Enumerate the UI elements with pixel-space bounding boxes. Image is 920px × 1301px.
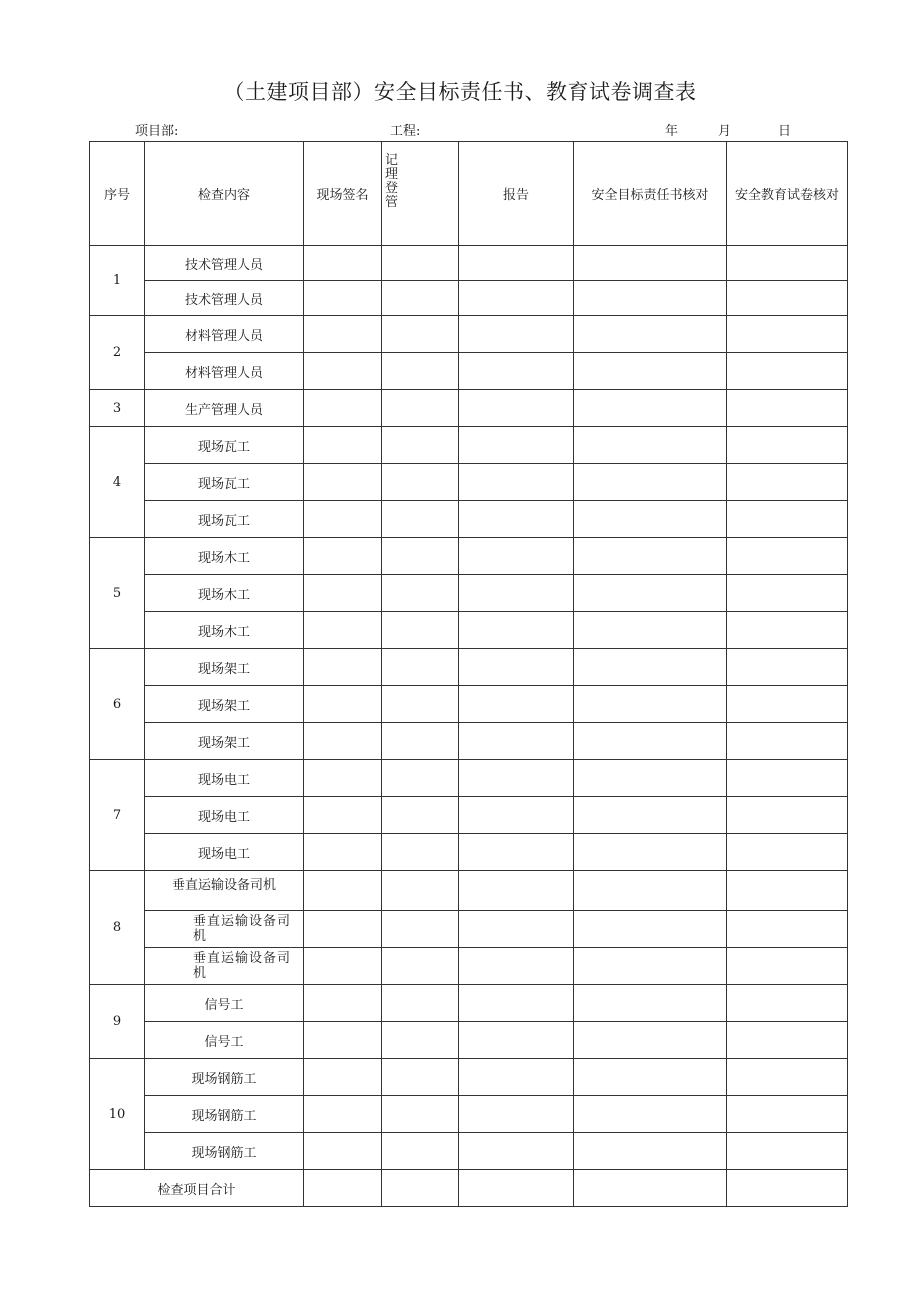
record-cell[interactable]	[382, 538, 459, 575]
edu-check-cell[interactable]	[727, 390, 848, 427]
target-check-cell[interactable]	[574, 1133, 727, 1170]
record-cell[interactable]	[382, 723, 459, 760]
record-cell[interactable]	[382, 501, 459, 538]
record-cell[interactable]	[382, 985, 459, 1022]
sign-cell[interactable]	[304, 723, 382, 760]
project-dept-label: 项目部:	[135, 124, 179, 139]
total-report-cell[interactable]	[459, 1170, 574, 1207]
edu-check-cell[interactable]	[727, 464, 848, 501]
table-row	[90, 427, 848, 464]
edu-check-cell[interactable]	[727, 985, 848, 1022]
content-cell: 信号工	[145, 1022, 304, 1059]
sign-cell[interactable]	[304, 353, 382, 390]
table-row	[90, 985, 848, 1022]
sign-cell[interactable]	[304, 1096, 382, 1133]
edu-check-cell[interactable]	[727, 427, 848, 464]
seq-cell: 10	[90, 1059, 145, 1170]
target-check-cell[interactable]	[574, 464, 727, 501]
record-cell[interactable]	[382, 760, 459, 797]
table-row	[90, 797, 848, 834]
header-record: 记理登管	[385, 153, 399, 210]
target-check-cell[interactable]	[574, 1059, 727, 1096]
day-label: 日	[778, 124, 792, 139]
header-seq: 序号	[90, 142, 145, 246]
target-check-cell[interactable]	[574, 1022, 727, 1059]
edu-check-cell[interactable]	[727, 649, 848, 686]
report-cell[interactable]	[459, 649, 574, 686]
edu-check-cell[interactable]	[727, 948, 848, 985]
sign-cell[interactable]	[304, 575, 382, 612]
total-label: 检查项目合计	[90, 1170, 304, 1207]
total-target-cell[interactable]	[574, 1170, 727, 1207]
target-check-cell[interactable]	[574, 911, 727, 948]
record-cell[interactable]	[382, 612, 459, 649]
target-check-cell[interactable]	[574, 501, 727, 538]
sign-cell[interactable]	[304, 797, 382, 834]
content-cell: 现场架工	[145, 649, 304, 686]
table-row	[90, 723, 848, 760]
record-cell[interactable]	[382, 797, 459, 834]
report-cell[interactable]	[459, 760, 574, 797]
record-cell[interactable]	[382, 575, 459, 612]
engineering-label: 工程:	[390, 124, 421, 139]
report-cell[interactable]	[459, 834, 574, 871]
edu-check-cell[interactable]	[727, 797, 848, 834]
record-cell[interactable]	[382, 649, 459, 686]
seq-cell: 1	[90, 246, 145, 316]
report-cell[interactable]	[459, 871, 574, 911]
report-cell[interactable]	[459, 501, 574, 538]
sign-cell[interactable]	[304, 871, 382, 911]
sign-cell[interactable]	[304, 427, 382, 464]
table-row	[90, 246, 848, 281]
content-cell: 垂直运输设备司机	[145, 948, 304, 985]
sign-cell[interactable]	[304, 464, 382, 501]
report-cell[interactable]	[459, 353, 574, 390]
report-cell[interactable]	[459, 686, 574, 723]
content-cell: 现场电工	[145, 797, 304, 834]
page-title: （土建项目部）安全目标责任书、教育试卷调查表	[223, 80, 697, 104]
record-cell[interactable]	[382, 281, 459, 316]
content-cell: 现场木工	[145, 538, 304, 575]
edu-check-cell[interactable]	[727, 1022, 848, 1059]
content-cell: 材料管理人员	[145, 353, 304, 390]
content-cell: 现场电工	[145, 760, 304, 797]
content-cell: 现场钢筋工	[145, 1096, 304, 1133]
record-cell[interactable]	[382, 427, 459, 464]
seq-cell: 6	[90, 649, 145, 760]
report-cell[interactable]	[459, 948, 574, 985]
edu-check-cell[interactable]	[727, 686, 848, 723]
edu-check-cell[interactable]	[727, 612, 848, 649]
table-row	[90, 948, 848, 985]
report-cell[interactable]	[459, 575, 574, 612]
record-cell[interactable]	[382, 1022, 459, 1059]
content-cell: 现场瓦工	[145, 501, 304, 538]
content-cell: 技术管理人员	[145, 246, 304, 281]
table-row	[90, 464, 848, 501]
report-cell[interactable]	[459, 612, 574, 649]
report-cell[interactable]	[459, 538, 574, 575]
content-cell: 现场瓦工	[145, 427, 304, 464]
sign-cell[interactable]	[304, 686, 382, 723]
edu-check-cell[interactable]	[727, 1133, 848, 1170]
content-cell: 垂直运输设备司机	[145, 911, 304, 948]
content-cell: 现场木工	[145, 575, 304, 612]
content-cell: 现场钢筋工	[145, 1133, 304, 1170]
content-cell: 现场瓦工	[145, 464, 304, 501]
target-check-cell[interactable]	[574, 797, 727, 834]
sign-cell[interactable]	[304, 501, 382, 538]
content-cell: 现场木工	[145, 612, 304, 649]
table-row	[90, 501, 848, 538]
edu-check-cell[interactable]	[727, 723, 848, 760]
table-row	[90, 316, 848, 353]
report-cell[interactable]	[459, 1096, 574, 1133]
report-cell[interactable]	[459, 246, 574, 281]
content-cell: 现场架工	[145, 686, 304, 723]
report-cell[interactable]	[459, 464, 574, 501]
target-check-cell[interactable]	[574, 871, 727, 911]
record-cell[interactable]	[382, 1059, 459, 1096]
record-cell[interactable]	[382, 911, 459, 948]
edu-check-cell[interactable]	[727, 1096, 848, 1133]
target-check-cell[interactable]	[574, 246, 727, 281]
target-check-cell[interactable]	[574, 390, 727, 427]
table-row	[90, 353, 848, 390]
record-cell[interactable]	[382, 464, 459, 501]
table-row	[90, 834, 848, 871]
header-edu-check: 安全教育试卷核对	[727, 142, 848, 246]
target-check-cell[interactable]	[574, 427, 727, 464]
sign-cell[interactable]	[304, 649, 382, 686]
content-cell: 现场架工	[145, 723, 304, 760]
table-row	[90, 575, 848, 612]
content-cell: 现场电工	[145, 834, 304, 871]
month-label: 月	[718, 124, 732, 139]
header-row	[90, 142, 848, 246]
edu-check-cell[interactable]	[727, 538, 848, 575]
target-check-cell[interactable]	[574, 575, 727, 612]
seq-cell: 9	[90, 985, 145, 1059]
report-cell[interactable]	[459, 911, 574, 948]
table-row	[90, 538, 848, 575]
table-row	[90, 760, 848, 797]
header-sign: 现场签名	[304, 142, 382, 246]
sign-cell[interactable]	[304, 1133, 382, 1170]
edu-check-cell[interactable]	[727, 911, 848, 948]
target-check-cell[interactable]	[574, 834, 727, 871]
record-cell[interactable]	[382, 948, 459, 985]
record-cell[interactable]	[382, 390, 459, 427]
target-check-cell[interactable]	[574, 985, 727, 1022]
record-cell[interactable]	[382, 871, 459, 911]
header-report: 报告	[459, 142, 574, 246]
report-cell[interactable]	[459, 723, 574, 760]
table-row	[90, 612, 848, 649]
table-row	[90, 1059, 848, 1096]
report-cell[interactable]	[459, 390, 574, 427]
report-cell[interactable]	[459, 427, 574, 464]
content-cell: 材料管理人员	[145, 316, 304, 353]
record-cell[interactable]	[382, 1133, 459, 1170]
seq-cell: 2	[90, 316, 145, 390]
total-edu-cell[interactable]	[727, 1170, 848, 1207]
edu-check-cell[interactable]	[727, 760, 848, 797]
edu-check-cell[interactable]	[727, 316, 848, 353]
header-content: 检查内容	[145, 142, 304, 246]
seq-cell: 5	[90, 538, 145, 649]
sign-cell[interactable]	[304, 538, 382, 575]
content-cell: 垂直运输设备司机	[145, 871, 304, 911]
sign-cell[interactable]	[304, 834, 382, 871]
sign-cell[interactable]	[304, 281, 382, 316]
target-check-cell[interactable]	[574, 612, 727, 649]
total-sign-cell[interactable]	[304, 1170, 382, 1207]
sign-cell[interactable]	[304, 948, 382, 985]
report-cell[interactable]	[459, 1133, 574, 1170]
target-check-cell[interactable]	[574, 538, 727, 575]
table-row	[90, 1022, 848, 1059]
table-row	[90, 1096, 848, 1133]
content-cell: 信号工	[145, 985, 304, 1022]
sign-cell[interactable]	[304, 911, 382, 948]
table-row	[90, 390, 848, 427]
edu-check-cell[interactable]	[727, 281, 848, 316]
sign-cell[interactable]	[304, 760, 382, 797]
edu-check-cell[interactable]	[727, 1059, 848, 1096]
inspection-table	[89, 141, 848, 1207]
seq-cell: 4	[90, 427, 145, 538]
target-check-cell[interactable]	[574, 948, 727, 985]
header-target-check: 安全目标责任书核对	[574, 142, 727, 246]
header-record-cell	[382, 142, 459, 246]
table-row	[90, 911, 848, 948]
sign-cell[interactable]	[304, 985, 382, 1022]
record-cell[interactable]	[382, 316, 459, 353]
total-record-cell[interactable]	[382, 1170, 459, 1207]
target-check-cell[interactable]	[574, 1096, 727, 1133]
seq-cell: 7	[90, 760, 145, 871]
table-row	[90, 686, 848, 723]
seq-cell: 8	[90, 871, 145, 985]
table-row	[90, 871, 848, 911]
content-cell: 现场钢筋工	[145, 1059, 304, 1096]
seq-cell: 3	[90, 390, 145, 427]
sign-cell[interactable]	[304, 1022, 382, 1059]
edu-check-cell[interactable]	[727, 871, 848, 911]
target-check-cell[interactable]	[574, 723, 727, 760]
edu-check-cell[interactable]	[727, 246, 848, 281]
sign-cell[interactable]	[304, 246, 382, 281]
sign-cell[interactable]	[304, 1059, 382, 1096]
report-cell[interactable]	[459, 797, 574, 834]
record-cell[interactable]	[382, 834, 459, 871]
edu-check-cell[interactable]	[727, 575, 848, 612]
year-label: 年	[665, 124, 679, 139]
target-check-cell[interactable]	[574, 281, 727, 316]
target-check-cell[interactable]	[574, 760, 727, 797]
record-cell[interactable]	[382, 1096, 459, 1133]
report-cell[interactable]	[459, 281, 574, 316]
table-row	[90, 281, 848, 316]
table-row	[90, 1133, 848, 1170]
target-check-cell[interactable]	[574, 316, 727, 353]
record-cell[interactable]	[382, 353, 459, 390]
sign-cell[interactable]	[304, 390, 382, 427]
target-check-cell[interactable]	[574, 353, 727, 390]
table-row	[90, 649, 848, 686]
target-check-cell[interactable]	[574, 649, 727, 686]
report-cell[interactable]	[459, 985, 574, 1022]
report-cell[interactable]	[459, 316, 574, 353]
record-cell[interactable]	[382, 686, 459, 723]
content-cell: 生产管理人员	[145, 390, 304, 427]
total-row	[90, 1170, 848, 1207]
record-cell[interactable]	[382, 246, 459, 281]
sign-cell[interactable]	[304, 316, 382, 353]
report-cell[interactable]	[459, 1059, 574, 1096]
report-cell[interactable]	[459, 1022, 574, 1059]
target-check-cell[interactable]	[574, 686, 727, 723]
edu-check-cell[interactable]	[727, 834, 848, 871]
content-cell: 技术管理人员	[145, 281, 304, 316]
edu-check-cell[interactable]	[727, 353, 848, 390]
sign-cell[interactable]	[304, 612, 382, 649]
edu-check-cell[interactable]	[727, 501, 848, 538]
